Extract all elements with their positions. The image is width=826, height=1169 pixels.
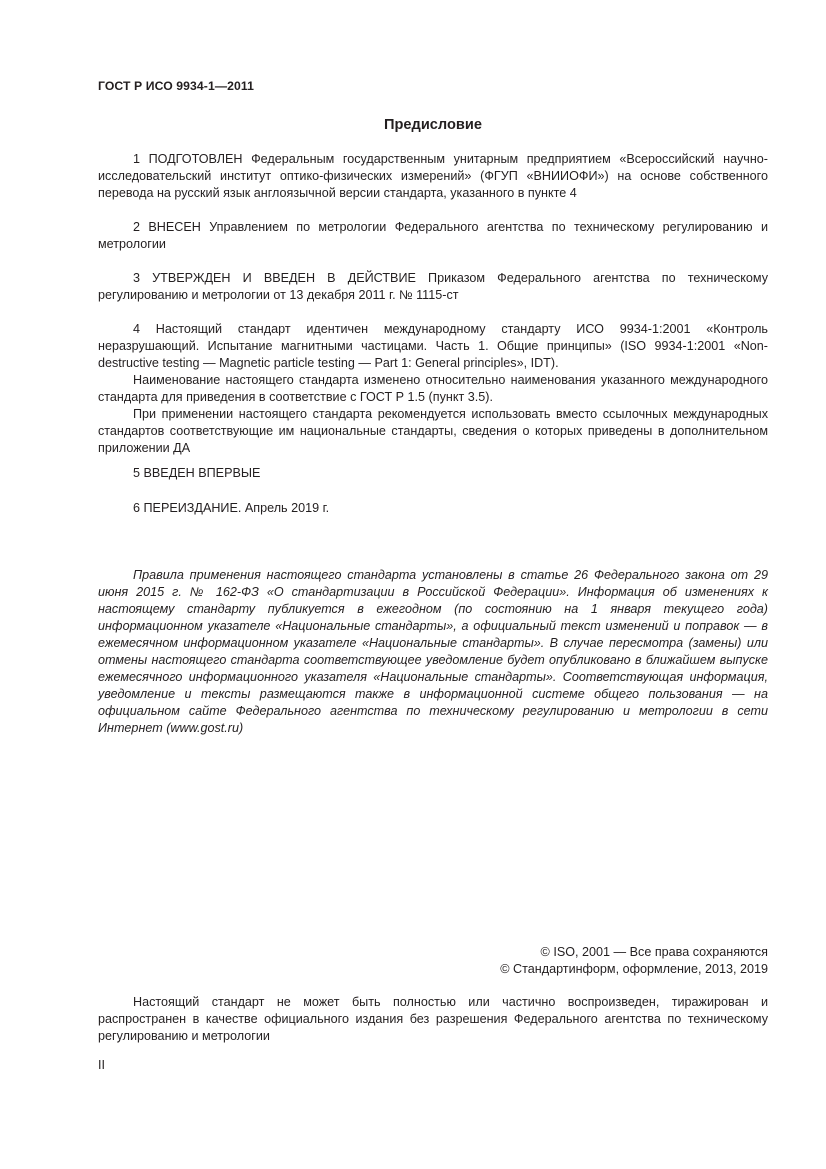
item-identical: 4 Настоящий стандарт идентичен международному стандарту ИСО 9934-1:2001 «Контроль неразрушающий. Испытание магнитными частицами. Часть 1. Общие принципы» (ISO 9934-1:2001 «Non-destructive testing — Magnetic particle testing — Part 1: General principles», IDT). [98,322,768,370]
item-reissue: 6 ПЕРЕИЗДАНИЕ. Апрель 2019 г. [133,501,330,515]
item-prepared: 1 ПОДГОТОВЛЕН Федеральным государственным унитарным предприятием «Всероссийский научно-исследовательский институт оптико-физических измерений» (ФГУП «ВНИИОФИ») на основе собственного перевода на русский язык англоязычной версии стандарта, указанного в пункте 4 [98,152,768,200]
item-first-introduced: 5 ВВЕДЕН ВПЕРВЫЕ [133,466,261,480]
rules-notice: Правила применения настоящего стандарта установлены в статье 26 Федерального закона от 29 июня 2015 г. № 162-ФЗ «О стандартизации в Российской Федерации». Информация об изменениях к настоящему стандарту публикуется в ежегодном (по состоянию на 1 января текущего года) информационном указателе «Национальные стандарты», а официальный текст изменений и поправок — в ежемесячном информационном указателе «Национальные стандарты». В случае пересмотра (замены) или отмены настоящего стандарта соответствующее уведомление будет опубликовано в ближайшем выпуске ежемесячного информационного указателя «Национальные стандарты». Соответствующая информация, уведомление и тексты размещаются также в информационной системе общего пользования — на официальном сайте Федерального агентства по техническому регулированию и метрологии в сети Интернет (www.gost.ru) [98,568,768,735]
item-introduced: 2 ВНЕСЕН Управлением по метрологии Федерального агентства по техническому регулированию и метрологии [98,220,768,251]
copyright-standartinform: © Стандартинформ, оформление, 2013, 2019 [500,962,768,976]
standard-code-header: ГОСТ Р ИСО 9934-1—2011 [98,79,254,93]
copyright-block [500,944,768,978]
reproduction-notice: Настоящий стандарт не может быть полностью или частично воспроизведен, тиражирован и распространен в качестве официального издания без разрешения Федерального агентства по техническому регулированию и метрологии [98,995,768,1043]
page-title: Предисловие [384,117,482,133]
item-name-changed: Наименование настоящего стандарта изменено относительно наименования указанного международного стандарта для приведения в соответствие с ГОСТ Р 1.5 (пункт 3.5). [98,373,768,404]
page-number: II [98,1058,105,1072]
item-references: При применении настоящего стандарта рекомендуется использовать вместо ссылочных международных стандартов соответствующие им национальные стандарты, сведения о которых приведены в дополнительном приложении ДА [98,407,768,455]
item-approved: 3 УТВЕРЖДЕН И ВВЕДЕН В ДЕЙСТВИЕ Приказом Федерального агентства по техническому регулированию и метрологии от 13 декабря 2011 г. № 1115-ст [98,271,768,302]
copyright-iso: © ISO, 2001 — Все права сохраняются [540,945,768,959]
